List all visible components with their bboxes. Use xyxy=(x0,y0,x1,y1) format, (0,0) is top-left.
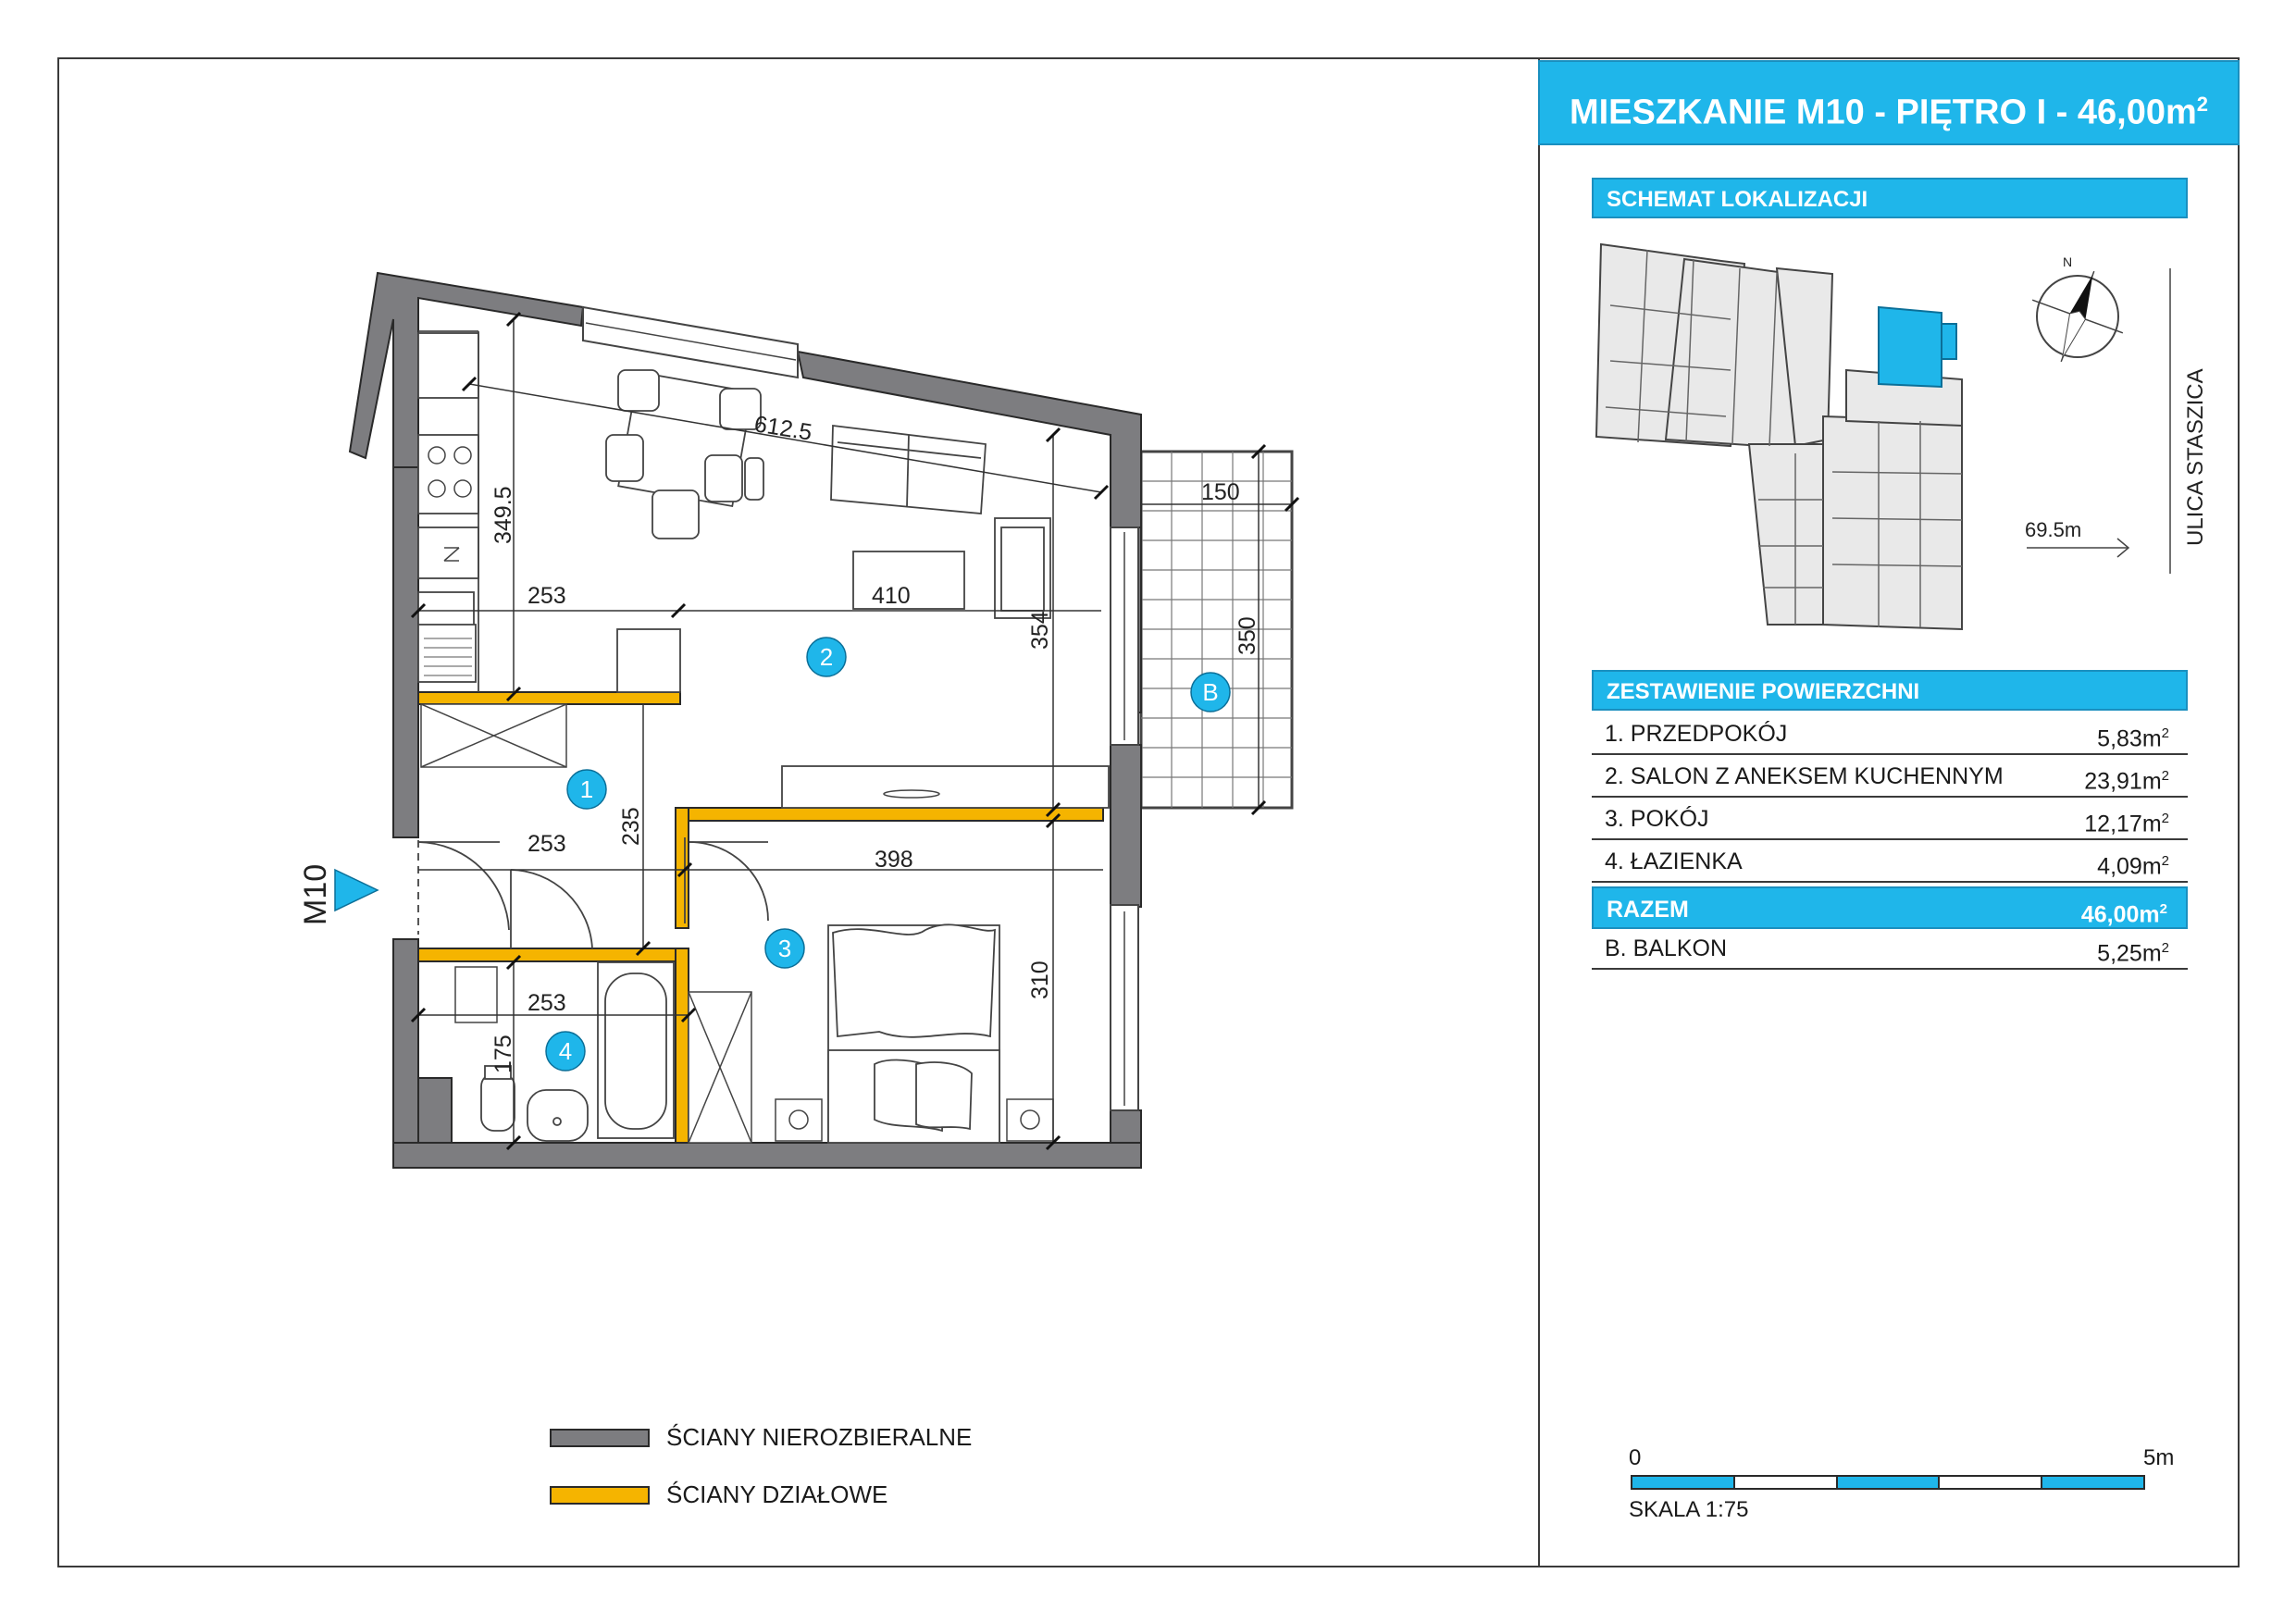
dim-349: 349.5 xyxy=(490,486,516,544)
areas-heading: ZESTAWIENIE POWIERZCHNI xyxy=(1592,670,2188,711)
unit-highlight xyxy=(1879,307,1942,387)
area-value-sup: 2 xyxy=(2161,853,2169,869)
bathtub xyxy=(598,962,674,1138)
apartment-title-sup: 2 xyxy=(2196,93,2209,116)
scale-seg xyxy=(2042,1477,2143,1488)
room-number: 3 xyxy=(777,935,792,962)
balcony-value xyxy=(2097,927,2169,974)
balcony-value-number: 5,25m xyxy=(2097,940,2162,967)
location-map xyxy=(1573,231,2221,666)
balcony-highlight xyxy=(1942,324,1956,359)
dim-253a: 253 xyxy=(527,583,566,609)
total-name: RAZEM xyxy=(1607,897,1689,923)
area-row-bathroom xyxy=(1592,840,2188,883)
area-name: 3. POKÓJ xyxy=(1605,806,1709,832)
area-name: 4. ŁAZIENKA xyxy=(1605,849,1743,874)
scale-end: 5m xyxy=(2143,1445,2175,1470)
room-number: 2 xyxy=(819,643,834,671)
room-number: 1 xyxy=(579,775,594,803)
nightstand-left xyxy=(776,1099,822,1141)
wardrobe xyxy=(421,704,566,767)
area-value-number: 23,91m xyxy=(2084,768,2162,795)
scale-seg xyxy=(1838,1477,1941,1488)
legend-swatch-partition xyxy=(550,1486,650,1505)
tv-icon xyxy=(884,790,939,798)
bedroom-door xyxy=(685,837,768,923)
area-name: 1. PRZEDPOKÓJ xyxy=(1605,721,1788,747)
area-value xyxy=(2097,840,2169,887)
dim-354: 354 xyxy=(1027,611,1053,650)
room-marker-3 xyxy=(765,929,804,968)
dim-235: 235 xyxy=(618,807,644,846)
dim-253b: 253 xyxy=(527,831,566,857)
area-row-hall xyxy=(1592,712,2188,755)
entry-door xyxy=(418,840,509,935)
bathroom-door xyxy=(511,870,592,948)
dim-612: 612.5 xyxy=(752,411,814,446)
dim-310: 310 xyxy=(1027,960,1053,999)
sofa xyxy=(831,426,986,514)
north-compass-icon xyxy=(2032,254,2123,362)
area-value-number: 5,83m xyxy=(2097,725,2162,752)
room-number: 4 xyxy=(558,1037,573,1065)
apartment-title xyxy=(1538,60,2240,145)
area-row-room xyxy=(1592,798,2188,840)
tv-cabinet xyxy=(782,766,1109,808)
area-value-sup: 2 xyxy=(2161,725,2169,741)
washbasin xyxy=(527,1090,588,1141)
bed xyxy=(828,924,999,1143)
north-label: N xyxy=(2063,254,2073,269)
dim-350: 350 xyxy=(1235,616,1260,655)
scale-seg xyxy=(1735,1477,1838,1488)
room-marker-4 xyxy=(546,1032,585,1071)
area-value-sup: 2 xyxy=(2161,768,2169,784)
street-label: ULICA STASZICA xyxy=(2183,368,2208,546)
area-row-total xyxy=(1592,886,2188,929)
dim-410: 410 xyxy=(872,583,911,609)
area-name: 2. SALON Z ANEKSEM KUCHENNYM xyxy=(1605,763,2004,789)
area-value xyxy=(2097,712,2169,760)
dim-253c: 253 xyxy=(527,990,566,1016)
legend-label-partition: ŚCIANY DZIAŁOWE xyxy=(666,1481,888,1508)
unit-id-label: M10 xyxy=(298,863,333,925)
legend-swatch-structural xyxy=(550,1429,650,1447)
area-value-sup: 2 xyxy=(2161,811,2169,826)
room-number: B xyxy=(1202,678,1219,706)
balcony-value-sup: 2 xyxy=(2161,940,2169,956)
room-marker-2 xyxy=(807,638,846,676)
area-row-living xyxy=(1592,755,2188,798)
room-marker-1 xyxy=(567,770,606,809)
washing-machine xyxy=(455,967,497,1022)
scale-seg xyxy=(1632,1477,1735,1488)
distance-label: 69.5m xyxy=(2025,518,2082,541)
toilet xyxy=(481,1066,515,1131)
nightstand-right xyxy=(1007,1099,1053,1141)
location-heading: SCHEMAT LOKALIZACJI xyxy=(1592,178,2188,218)
dining-set xyxy=(606,370,763,539)
area-value-number: 12,17m xyxy=(2084,811,2162,837)
room-marker-b xyxy=(1191,673,1230,712)
dim-398: 398 xyxy=(875,847,913,873)
scale-label: SKALA 1:75 xyxy=(1629,1497,1749,1522)
scale-bar xyxy=(1631,1475,2145,1490)
dim-175: 175 xyxy=(490,1035,516,1073)
scale-start: 0 xyxy=(1629,1445,1642,1470)
balcony-name: B. BALKON xyxy=(1605,935,1727,961)
total-value-sup: 2 xyxy=(2159,901,2167,917)
scale-seg xyxy=(1940,1477,2042,1488)
area-row-balcony xyxy=(1592,927,2188,970)
apartment-title-text: MIESZKANIE M10 - PIĘTRO I - 46,00m xyxy=(1569,93,2197,132)
total-value-number: 46,00m xyxy=(2080,901,2160,928)
bedroom-wardrobe xyxy=(689,992,751,1143)
area-value xyxy=(2084,798,2169,845)
building-outline xyxy=(1596,244,1962,629)
entry-arrow-icon xyxy=(335,870,378,911)
dim-150: 150 xyxy=(1201,479,1240,505)
area-value-number: 4,09m xyxy=(2097,853,2162,880)
legend-label-structural: ŚCIANY NIEROZBIERALNE xyxy=(666,1423,973,1451)
area-value xyxy=(2084,755,2169,802)
